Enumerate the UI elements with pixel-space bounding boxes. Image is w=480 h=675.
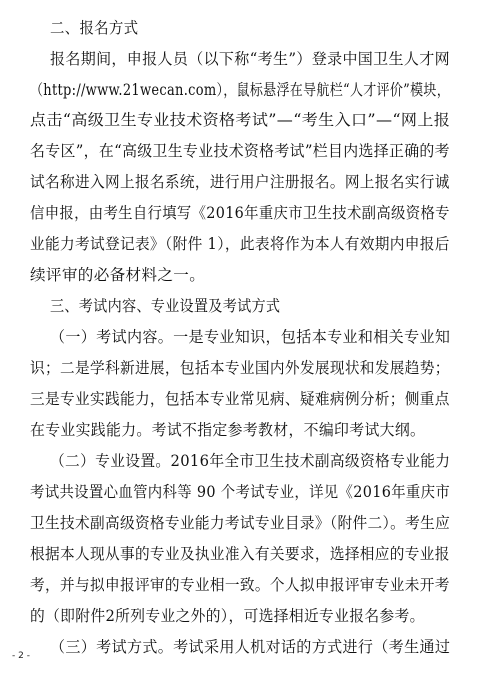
paragraph-line: 的（即附件2所列专业之外的），可选择相近专业报名参考。 bbox=[30, 607, 425, 625]
paragraph-line: 点击“高级卫生专业技术资格考试”—“考生入口”—“网上报 bbox=[30, 111, 451, 129]
paragraph-line: （二）专业设置。2016年全市卫生技术副高级资格专业能力 bbox=[50, 452, 451, 470]
paragraph-line: 卫生技术副高级资格专业能力考试专业目录》（附件二）。考生应 bbox=[30, 514, 451, 532]
paragraph-line: 名专区”，在“高级卫生专业技术资格考试”栏目内选择正确的考 bbox=[30, 142, 450, 160]
paragraph-line: （一）考试内容。一是专业知识，包括本专业和相关专业知 bbox=[50, 328, 451, 346]
paragraph-line: 信申报，由考生自行填写《2016年重庆市卫生技术副高级资格专 bbox=[30, 204, 450, 222]
paragraph-line: 报名期间，申报人员（以下称“考生”）登录中国卫生人才网 bbox=[50, 50, 450, 68]
paragraph-line: 识；二是学科新进展，包括本专业国内外发展现状和发展趋势； bbox=[30, 359, 450, 377]
section-heading: 三、考试内容、专业设置及考试方式 bbox=[50, 297, 281, 315]
paragraph-line: 在专业实践能力。考试不指定参考教材，不编印考试大纲。 bbox=[30, 421, 426, 439]
paragraph-line: （http://www.21wecan.com），鼠标悬浮在导航栏“人才评价”模块， bbox=[30, 81, 451, 99]
paragraph-line: 考试共设置心血管内科等 90 个考试专业，详见《2016年重庆市 bbox=[30, 483, 451, 501]
paragraph-line: 业能力考试登记表》（附件 1），此表将作为本人有效期内申报后 bbox=[30, 235, 450, 253]
paragraph-line: 根据本人现从事的专业及执业准入有关要求，选择相应的专业报 bbox=[30, 545, 450, 563]
paragraph-line: （三）考试方式。考试采用人机对话的方式进行（考生通过 bbox=[50, 638, 451, 656]
paragraph-line: 续评审的必备材料之一。 bbox=[30, 266, 206, 284]
paragraph-line: 试名称进入网上报名系统，进行用户注册报名。网上报名实行诚 bbox=[30, 173, 450, 191]
paragraph-line: 考，并与拟申报评审的专业相一致。个人拟申报评审专业未开考 bbox=[30, 576, 450, 594]
page-number: - 2 - bbox=[12, 651, 30, 661]
paragraph-line: 三是专业实践能力，包括本专业常见病、疑难病例分析；侧重点 bbox=[30, 390, 450, 408]
section-heading: 二、报名方式 bbox=[50, 19, 139, 37]
